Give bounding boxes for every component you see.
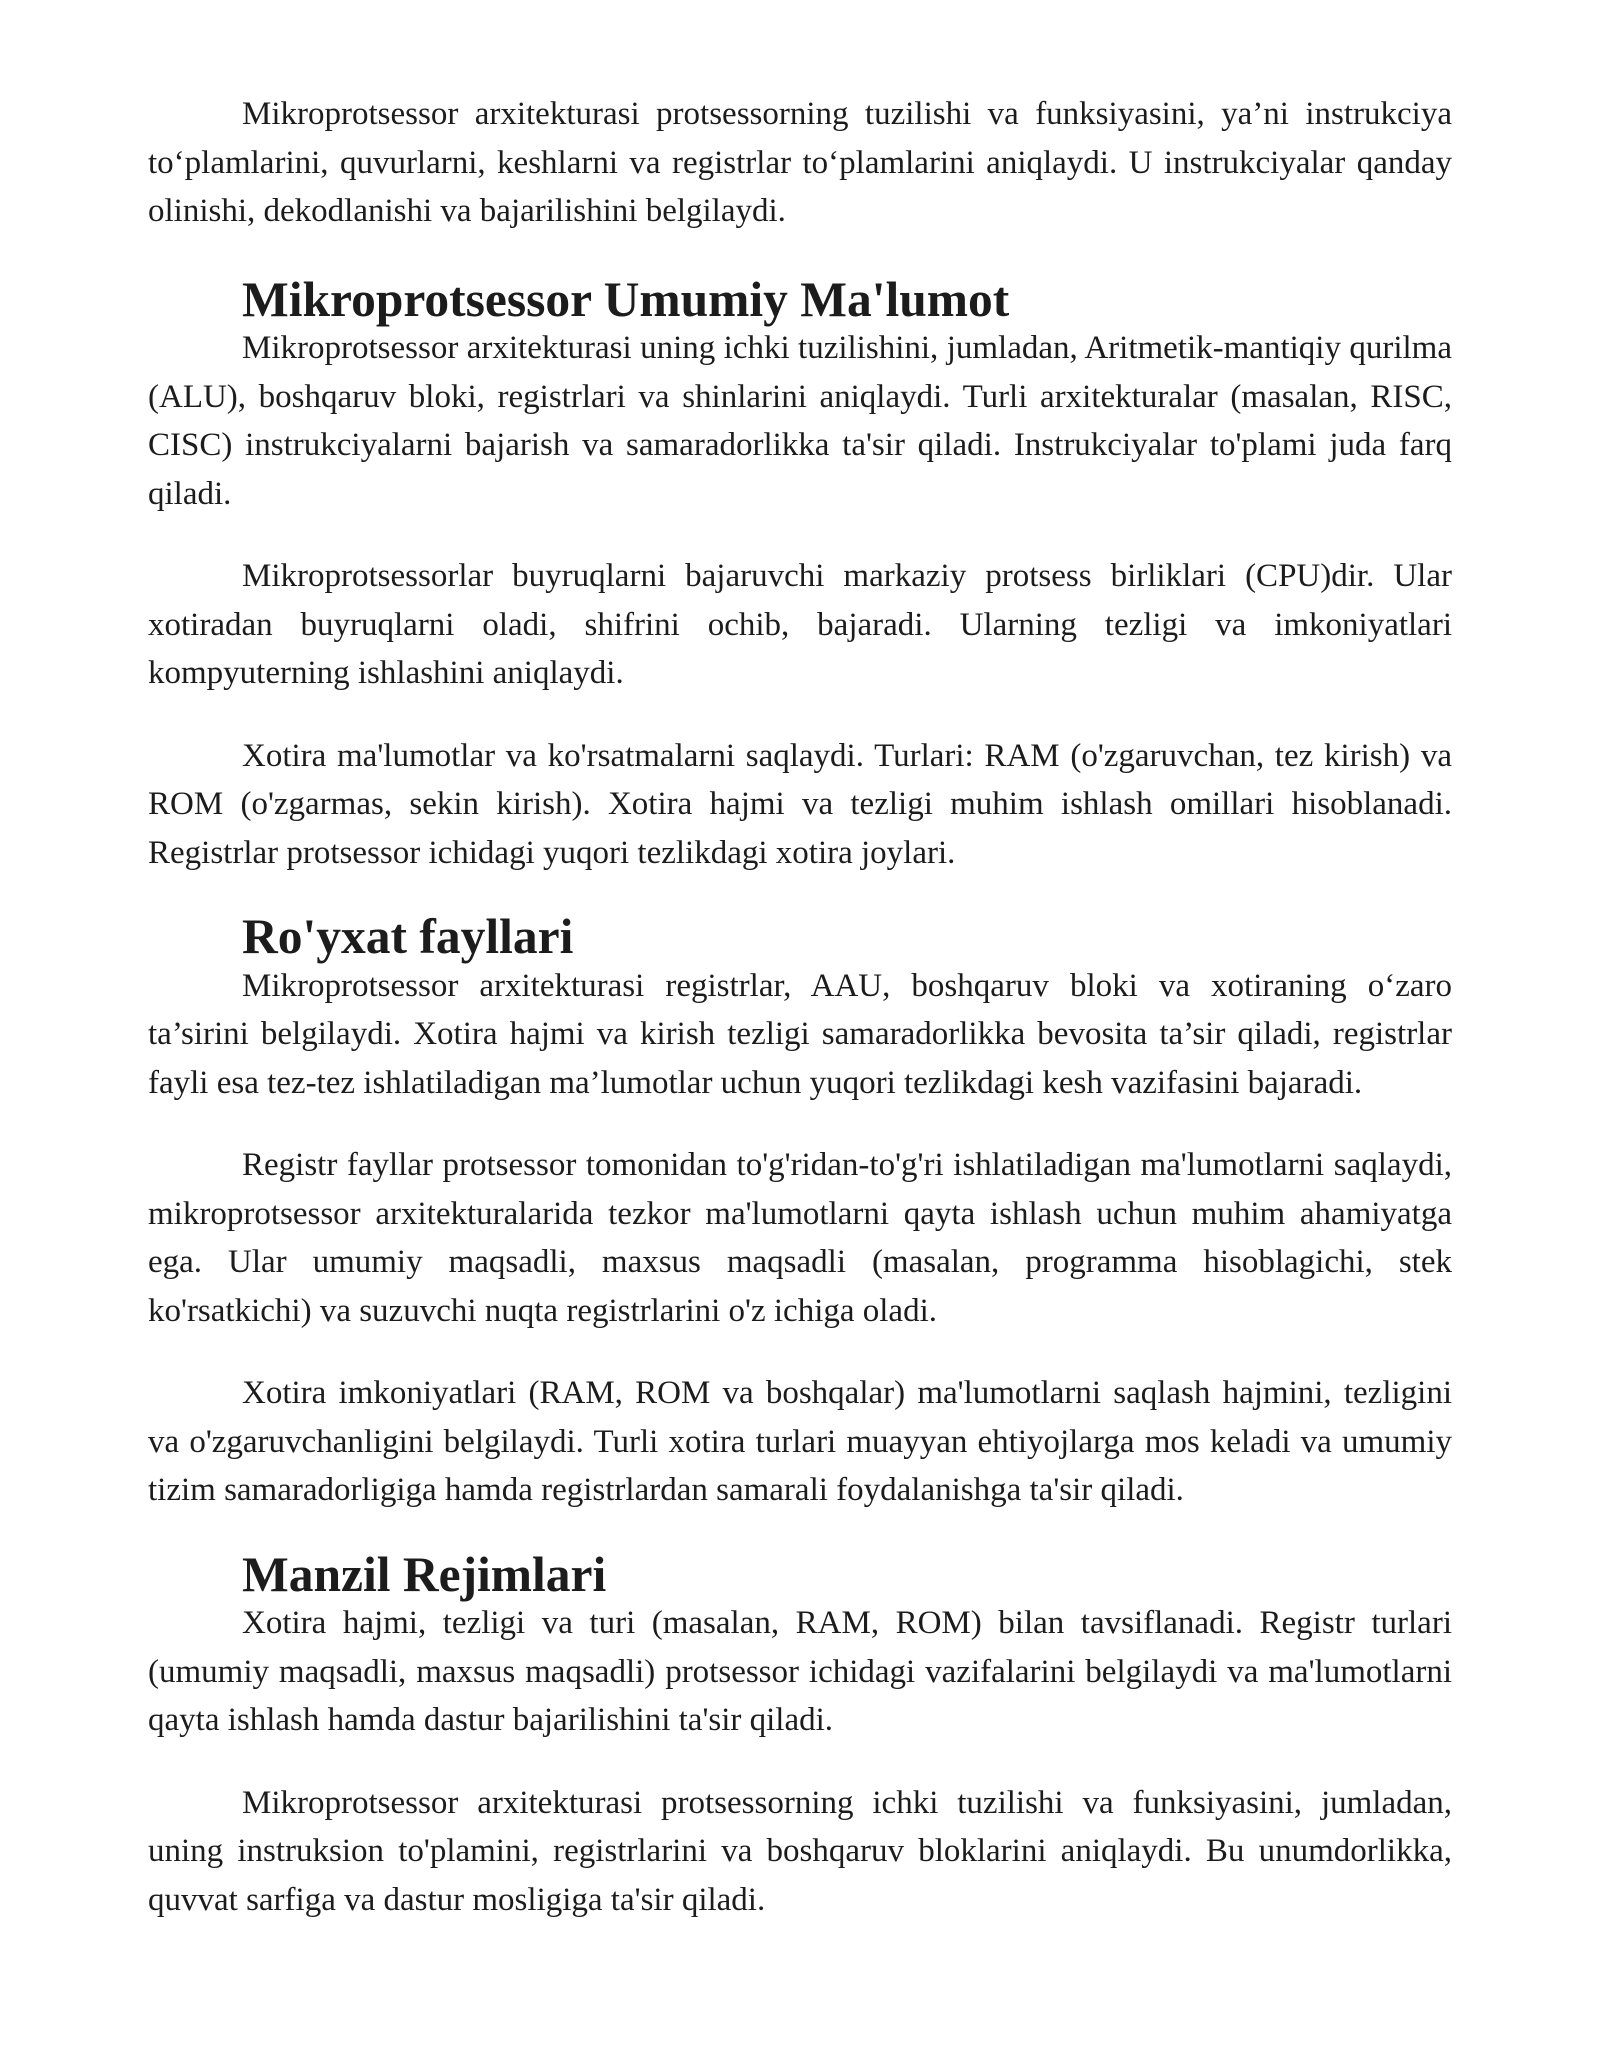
section-heading-addressing-modes: Manzil Rejimlari [242,1546,607,1602]
paragraph-addressing-modes: Xotira hajmi, tezligi va turi (masalan, RAM, ROM) bilan tavsiflanadi. Registr turlari (umumiy maqsadli, maxsus maqsadli) protsessor ichidagi vazifalarini belgilaydi va ma'lumotlarni qayta ishlash hamda dastur bajarilishini ta'sir qiladi. [148,1605,1452,1738]
paragraph-cpu: Mikroprotsessorlar buyruqlarni bajaruvchi markaziy protsess birliklari (CPU)dir. Ular xotiradan buyruqlarni oladi, shifrini ochib, bajaradi. Ularning tezligi va imkoniyatlari kompyuterning ishlashini aniqlaydi. [148,558,1452,691]
paragraph-intro: Mikroprotsessor arxitekturasi protsessorning tuzilishi va funksiyasini, ya’ni instrukciya to‘plamlarini, quvurlarni, keshlarni va registrlar to‘plamlarini aniqlaydi. U instrukciyalar qanday olinishi, dekodlanishi va bajarilishini belgilaydi. [148,96,1452,229]
document-page [148,90,1452,1924]
section-heading-general-info: Mikroprotsessor Umumiy Ma'lumot [242,271,1010,327]
paragraph-memory-capabilities: Xotira imkoniyatlari (RAM, ROM va boshqalar) ma'lumotlarni saqlash hajmini, tezligini va o'zgaruvchanligini belgilaydi. Turli xotira turlari muayyan ehtiyojlarga mos keladi va umumiy tizim samaradorligiga hamda registrlardan samarali foydalanishga ta'sir qiladi. [148,1375,1452,1508]
paragraph-architecture-summary: Mikroprotsessor arxitekturasi protsessorning ichki tuzilishi va funksiyasini, jumladan, uning instruksion to'plamini, registrlarini va boshqaruv bloklarini aniqlaydi. Bu unumdorlikka, quvvat sarfiga va dastur mosligiga ta'sir qiladi. [148,1784,1452,1918]
paragraph-register-files-1: Mikroprotsessor arxitekturasi registrlar, AAU, boshqaruv bloki va xotiraning o‘zaro ta’sirini belgilaydi. Xotira hajmi va kirish tezligi samaradorlikka bevosita ta’sir qiladi, registrlar fayli esa tez-tez ishlatiladigan ma’lumotlar uchun yuqori tezlikdagi kesh vazifasini bajaradi. [148,967,1452,1101]
paragraph-general-info: Mikroprotsessor arxitekturasi uning ichki tuzilishini, jumladan, Aritmetik-mantiqiy qurilma (ALU), boshqaruv bloki, registrlari va shinlarini aniqlaydi. Turli arxitekturalar (masalan, RISC, CISC) instrukciyalarni bajarish va samaradorlikka ta'sir qiladi. Instrukciyalar to'plami juda farq qiladi. [148,330,1452,512]
paragraph-register-files-2: Registr fayllar protsessor tomonidan to'g'ridan-to'g'ri ishlatiladigan ma'lumotlarni saqlaydi, mikroprotsessor arxitekturalarida tezkor ma'lumotlarni qayta ishlash uchun muhim ahamiyatga ega. Ular umumiy maqsadli, maxsus maqsadli (masalan, programma hisoblagichi, stek ko'rsatkichi) va suzuvchi nuqta registrlarini o'z ichiga oladi. [148,1147,1452,1329]
paragraph-memory: Xotira ma'lumotlar va ko'rsatmalarni saqlaydi. Turlari: RAM (o'zgaruvchan, tez kirish) va ROM (o'zgarmas, sekin kirish). Xotira hajmi va tezligi muhim ishlash omillari hisoblanadi. Registrlar protsessor ichidagi yuqori tezlikdagi xotira joylari. [148,737,1452,871]
section-heading-register-files: Ro'yxat fayllari [242,909,574,964]
